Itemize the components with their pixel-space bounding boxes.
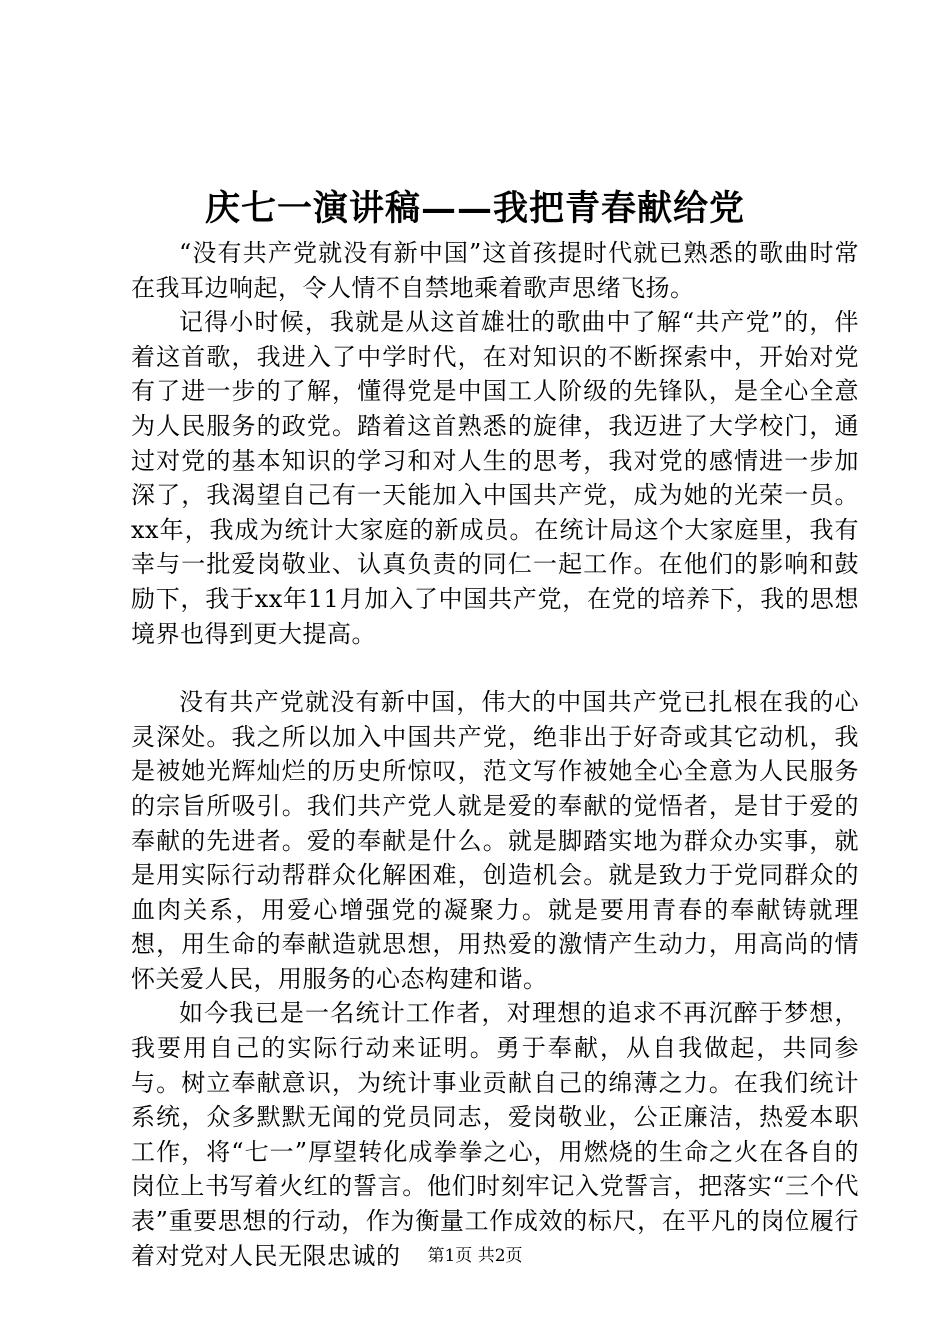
paragraph-1: “没有共产党就没有新中国”这首孩提时代就已熟悉的歌曲时常在我耳边响起，令人情不自禁地乘着歌声思绪飞扬。 <box>131 239 859 302</box>
page-footer <box>0 1244 950 1268</box>
page-total: 共2页 <box>477 1246 523 1266</box>
paragraph-3: 没有共产党就没有新中国，伟大的中国共产党已扎根在我的心灵深处。我之所以加入中国共产党，绝非出于好奇或其它动机，我是被她光辉灿烂的历史所惊叹，范文写作被她全心全意为人民服务的宗旨所吸引。我们共产党人就是爱的奉献的觉悟者，是甘于爱的奉献的先进者。爱的奉献是什么。就是脚踏实地为群众办实事，就是用实际行动帮群众化解困难，创造机会。就是致力于党同群众的血肉关系，用爱心增强党的凝聚力。就是要用青春的奉献铸就理想，用生命的奉献造就思想，用热爱的激情产生动力，用高尚的情怀关爱人民，用服务的心态构建和谐。 <box>131 688 859 993</box>
paragraph-2: 记得小时候，我就是从这首雄壮的歌曲中了解“共产党”的，伴着这首歌，我进入了中学时代，在对知识的不断探索中，开始对党有了进一步的了解，懂得党是中国工人阶级的先锋队，是全心全意为人民服务的政党。踏着这首熟悉的旋律，我迈进了大学校门，通过对党的基本知识的学习和对人生的思考，我对党的感情进一步加深了，我渴望自己有一天能加入中国共产党，成为她的光荣一员。xx年，我成为统计大家庭的新成员。在统计局这个大家庭里，我有幸与一批爱岗敬业、认真负责的同仁一起工作。在他们的影响和鼓励下，我于xx年11月加入了中国共产党，在党的培养下，我的思想境界也得到更大提高。 <box>131 308 859 648</box>
document-body <box>131 236 859 1273</box>
paragraph-4: 如今我已是一名统计工作者，对理想的追求不再沉醉于梦想，我要用自己的实际行动来证明。勇于奉献，从自我做起，共同参与。树立奉献意识，为统计事业贡献自己的绵薄之力。在我们统计系统，众多默默无闻的党员同志，爱岗敬业，公正廉洁，热爱本职工作，将“七一”厚望转化成拳拳之心，用燃烧的生命之火在各自的岗位上书写着火红的誓言。他们时刻牢记入党誓言，把落实“三个代表”重要思想的行动，作为衡量工作成效的标尺，在平凡的岗位履行着对党对人民无限忠诚的 <box>131 999 859 1270</box>
document-title: 庆七一演讲稿——我把青春献给党 <box>204 188 745 229</box>
page-number: 第1页 <box>427 1246 473 1266</box>
